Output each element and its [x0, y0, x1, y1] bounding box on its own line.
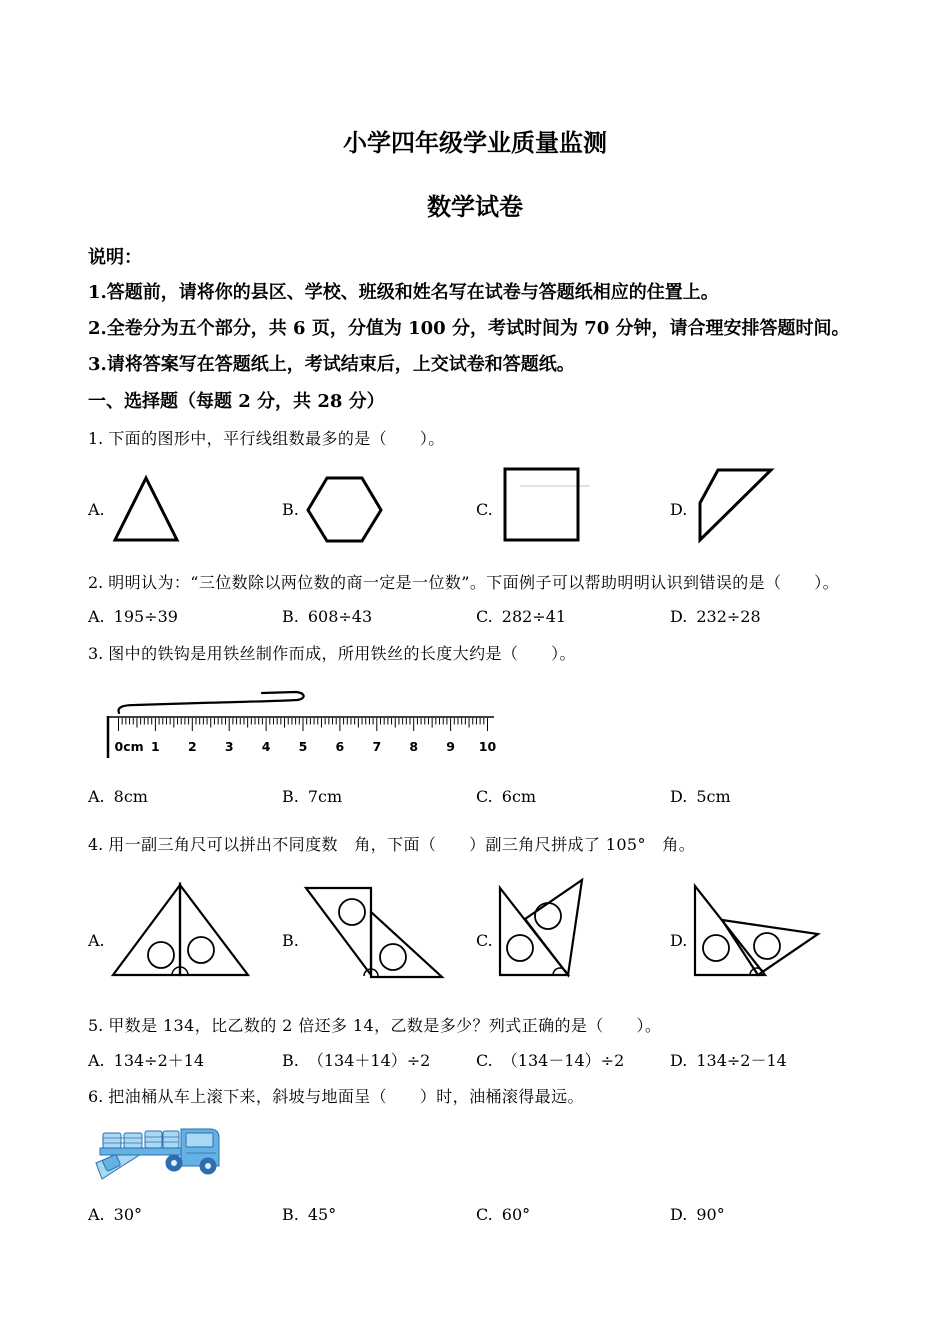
ruler-ticks [119, 718, 488, 731]
option-a [88, 1051, 204, 1071]
set-square [180, 885, 248, 975]
option-text: 60° [501, 1205, 531, 1224]
option-label: A. [88, 500, 105, 519]
option-label: D. [670, 607, 688, 626]
ruler-label: 4 [261, 739, 271, 754]
option-label: A. [88, 787, 105, 806]
q3-ruler-figure [108, 692, 496, 758]
barrel [163, 1131, 179, 1148]
question-number: 4. [88, 835, 104, 854]
option-text: 90° [696, 1205, 725, 1224]
option-text: 8cm [113, 787, 148, 806]
option-label: C. [476, 500, 493, 519]
option-a [88, 500, 105, 520]
question-number: 3. [88, 644, 104, 663]
option-c [476, 500, 493, 520]
set-square-pair-c [500, 880, 582, 975]
option-label: C. [476, 787, 493, 806]
option-d [670, 1051, 787, 1071]
option-d [670, 1205, 725, 1225]
option-d [670, 787, 731, 807]
barrel [124, 1133, 142, 1148]
question-number: 1. [88, 429, 104, 448]
barrel [103, 1133, 121, 1148]
option-label: C. [476, 607, 493, 626]
question-3-options [0, 787, 950, 807]
option-b [282, 1051, 430, 1071]
option-c [476, 1205, 530, 1225]
option-label: B. [282, 607, 299, 626]
option-text: 45° [307, 1205, 337, 1224]
question-stem: 用一副三角尺可以拼出不同度数 角，下面（ ）副三角尺拼成了 105° 角。 [108, 835, 696, 854]
instruction-item-3: 3.请将答案写在答题纸上，考试结束后，上交试卷和答题纸。 [88, 354, 575, 375]
option-text: （134＋14）÷2 [307, 1051, 431, 1070]
question-number: 2. [88, 573, 104, 592]
option-label: D. [670, 787, 688, 806]
question-4 [88, 835, 695, 855]
option-c [476, 1051, 624, 1071]
question-stem: 把油桶从车上滚下来，斜坡与地面呈（ ）时，油桶滚得最远。 [108, 1087, 584, 1106]
option-b [282, 931, 299, 951]
question-5-options [0, 1051, 950, 1071]
ruler-label: 9 [446, 739, 455, 754]
question-1-options [0, 500, 950, 520]
question-number: 5. [88, 1016, 104, 1035]
front-wheel-hub [205, 1163, 211, 1169]
option-a [88, 787, 148, 807]
option-text: 5cm [696, 787, 731, 806]
ruler-labels [115, 739, 497, 754]
option-d [670, 931, 687, 951]
option-label: C. [476, 1051, 493, 1070]
instruction-item-1: 1.答题前，请将你的县区、学校、班级和姓名写在试卷与答题纸相应的住置上。 [88, 282, 719, 303]
option-b [282, 607, 372, 627]
question-4-options [0, 931, 950, 951]
option-a [88, 1205, 142, 1225]
option-label: D. [670, 931, 688, 950]
question-number: 6. [88, 1087, 104, 1106]
option-d [670, 607, 761, 627]
option-text: 232÷28 [696, 607, 761, 626]
option-text: 7cm [307, 787, 343, 806]
ruler-label: 3 [224, 739, 234, 754]
option-text: 608÷43 [307, 607, 373, 626]
option-b [282, 500, 299, 520]
ruler-label: 2 [187, 739, 197, 754]
option-label: D. [670, 500, 688, 519]
option-label: A. [88, 607, 105, 626]
option-text: （134－14）÷2 [501, 1051, 625, 1070]
ruler-label: 5 [298, 739, 308, 754]
question-2 [88, 573, 839, 593]
option-label: B. [282, 931, 299, 950]
ruler-label: 8 [409, 739, 419, 754]
page-title: 小学四年级学业质量监测 [343, 128, 607, 157]
option-c [476, 787, 536, 807]
question-5 [88, 1016, 661, 1036]
option-text: 6cm [501, 787, 537, 806]
barrel [145, 1131, 162, 1148]
option-label: A. [88, 1205, 105, 1224]
option-text: 195÷39 [113, 607, 178, 626]
set-square [113, 885, 180, 975]
option-b [282, 787, 342, 807]
option-b [282, 1205, 336, 1225]
ruler-label: 7 [372, 739, 382, 754]
ruler-label: 6 [335, 739, 345, 754]
question-stem: 明明认为：“三位数除以两位数的商一定是一位数”。下面例子可以帮助明明认识到错误的是（ ）。 [108, 573, 840, 592]
instructions-heading: 说明： [88, 247, 142, 268]
option-text: 30° [113, 1205, 142, 1224]
question-6-options [0, 1205, 950, 1225]
ruler-label: 1 [151, 739, 160, 754]
option-label: D. [670, 1205, 688, 1224]
question-6 [88, 1087, 584, 1107]
option-text: 134÷2－14 [696, 1051, 787, 1070]
option-d [670, 500, 687, 520]
cab-window [186, 1133, 213, 1147]
option-a [88, 931, 105, 951]
ruler-label: 10 [478, 739, 497, 754]
wire-hook [119, 692, 304, 713]
set-square-pair-a [113, 885, 248, 975]
set-square-hole [535, 903, 561, 929]
rear-wheel-hub [171, 1160, 177, 1166]
ruler-label: 0cm [114, 739, 144, 754]
section-heading: 一、选择题（每题 2 分，共 28 分） [88, 391, 385, 412]
option-label: B. [282, 500, 299, 519]
q4-figures [113, 880, 818, 977]
option-label: A. [88, 931, 105, 950]
instruction-item-2: 2.全卷分为五个部分，共 6 页，分值为 100 分，考试时间为 70 分钟，请合理安排答题时间。 [88, 318, 850, 339]
question-stem: 下面的图形中，平行线组数最多的是（ ）。 [108, 429, 445, 448]
question-2-options [0, 607, 950, 627]
option-label: B. [282, 787, 299, 806]
question-3 [88, 644, 576, 664]
set-square-hole [339, 899, 365, 925]
option-label: A. [88, 1051, 105, 1070]
option-a [88, 607, 178, 627]
truck-bed [100, 1148, 186, 1155]
option-c [476, 607, 566, 627]
option-c [476, 931, 493, 951]
option-label: C. [476, 1205, 493, 1224]
question-stem: 图中的铁钩是用铁丝制作而成，所用铁丝的长度大约是（ ）。 [108, 644, 576, 663]
option-label: D. [670, 1051, 688, 1070]
page-subtitle: 数学试卷 [427, 192, 523, 221]
option-text: 134÷2＋14 [113, 1051, 205, 1070]
option-label: B. [282, 1205, 299, 1224]
question-stem: 甲数是 134，比乙数的 2 倍还多 14，乙数是多少？列式正确的是（ ）。 [108, 1016, 662, 1035]
option-text: 282÷41 [501, 607, 567, 626]
option-label: C. [476, 931, 493, 950]
question-1 [88, 429, 445, 449]
option-label: B. [282, 1051, 299, 1070]
q6-oil-truck-figure [96, 1129, 219, 1179]
